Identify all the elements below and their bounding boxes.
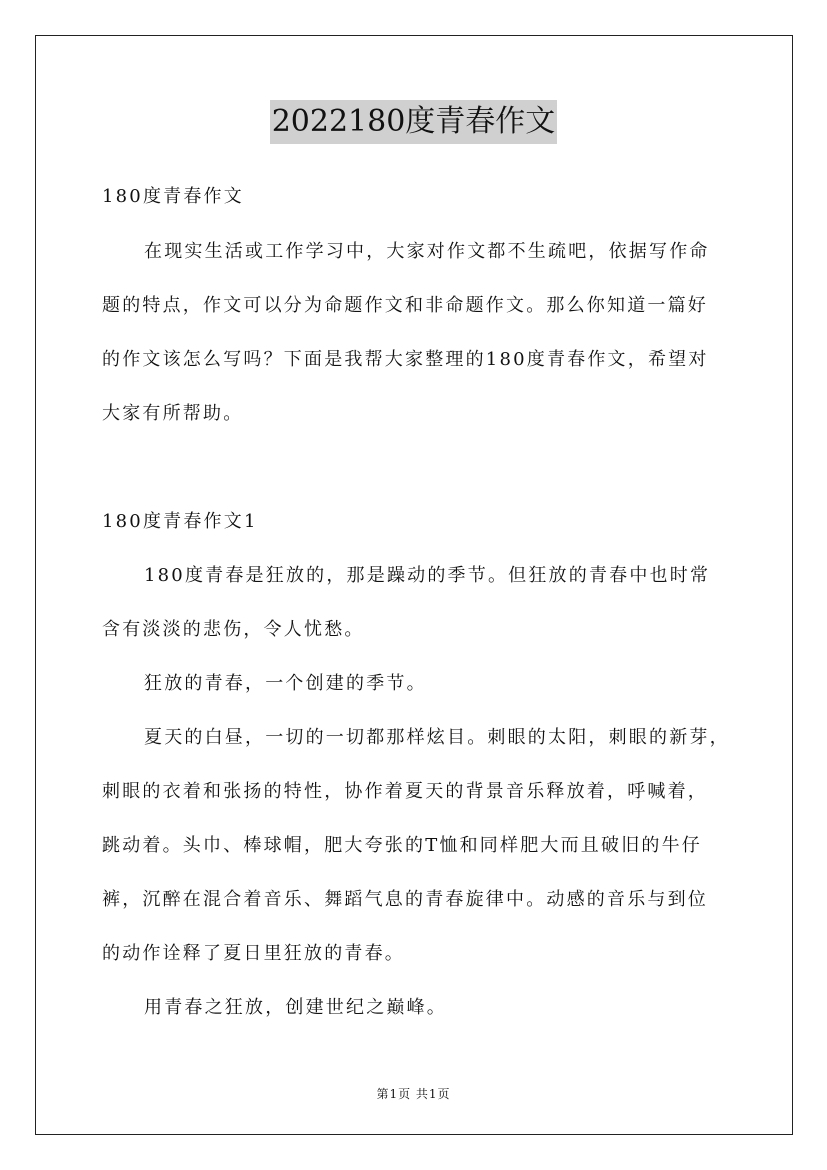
paragraph-line: 大家有所帮助。 <box>102 403 244 424</box>
paragraph-line: 夏天的白昼，一切的一切都那样炫目。刺眼的太阳，刺眼的新芽， <box>144 727 730 748</box>
paragraph-line: 题的特点，作文可以分为命题作文和非命题作文。那么你知道一篇好 <box>102 295 708 316</box>
paragraph-line: 裤，沉醉在混合着音乐、舞蹈气息的青春旋律中。动感的音乐与到位 <box>102 889 708 910</box>
document-title: 2022180度青春作文 <box>270 100 558 144</box>
page-footer: 第1页 共1页 <box>376 1087 451 1101</box>
paragraph-line: 用青春之狂放，创建世纪之巅峰。 <box>144 997 447 1018</box>
paragraph-line: 180度青春是狂放的，那是躁动的季节。但狂放的青春中也时常 <box>144 565 711 586</box>
paragraph-line: 含有淡淡的悲伤，令人忧愁。 <box>102 619 365 640</box>
title-wrap <box>0 100 827 144</box>
paragraph-line: 狂放的青春，一个创建的季节。 <box>144 673 427 694</box>
paragraph-line: 在现实生活或工作学习中，大家对作文都不生疏吧，依据写作命 <box>144 241 710 262</box>
paragraph-line: 的作文该怎么写吗？下面是我帮大家整理的180度青春作文，希望对 <box>102 349 709 370</box>
paragraph-line: 刺眼的衣着和张扬的特性，协作着夏天的背景音乐释放着，呼喊着， <box>102 781 708 802</box>
section-heading: 180度青春作文1 <box>102 511 258 532</box>
paragraph-line: 的动作诠释了夏日里狂放的青春。 <box>102 943 405 964</box>
paragraph-line: 跳动着。头巾、棒球帽，肥大夸张的T恤和同样肥大而且破旧的牛仔 <box>102 835 703 856</box>
section-heading: 180度青春作文 <box>102 186 244 207</box>
